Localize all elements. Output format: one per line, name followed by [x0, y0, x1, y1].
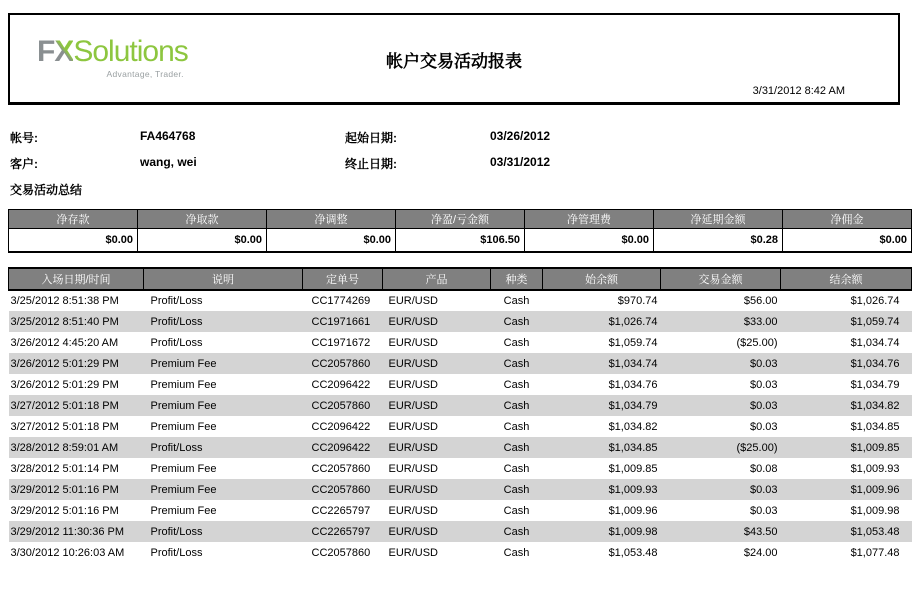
- transaction-row: [9, 500, 912, 521]
- transaction-cell: EUR/USD: [383, 479, 491, 500]
- transaction-cell: $43.50: [661, 521, 781, 542]
- transaction-cell: $1,034.82: [781, 395, 912, 416]
- transaction-cell: EUR/USD: [388, 546, 439, 559]
- transaction-row: [9, 437, 912, 458]
- transaction-cell: Premium Fee: [144, 395, 303, 416]
- transaction-cell: ($25.00): [736, 336, 778, 349]
- transactions-header-cell: 交易金额: [661, 268, 781, 290]
- transactions-header-cell: 始余额: [543, 268, 661, 290]
- transactions-header-cell: 结余额: [781, 268, 912, 290]
- transaction-cell: 3/30/2012 10:26:03 AM: [10, 546, 125, 559]
- transactions-header-cell: 入场日期/时间: [9, 268, 144, 290]
- customer-label: 客户:: [10, 157, 38, 171]
- transaction-cell: EUR/USD: [388, 420, 439, 433]
- transaction-cell: Cash: [503, 378, 530, 391]
- transaction-cell: 3/29/2012 5:01:16 PM: [9, 479, 144, 500]
- transactions-header-cell: 产品: [383, 268, 491, 290]
- transaction-cell: $1,034.85: [543, 437, 661, 458]
- transaction-cell: 3/27/2012 5:01:18 PM: [9, 395, 144, 416]
- transaction-cell: 3/28/2012 5:01:14 PM: [10, 462, 119, 475]
- transaction-cell: EUR/USD: [383, 521, 491, 542]
- transactions-header-cell: 种类: [491, 268, 543, 290]
- customer-info-row: [0, 155, 919, 169]
- transaction-cell: Cash: [491, 479, 543, 500]
- account-number-label: 帐号:: [10, 131, 38, 145]
- summary-header-cell: 净取款: [138, 210, 267, 229]
- transaction-cell: $1,034.76: [608, 378, 658, 391]
- transaction-cell: $1,009.96: [608, 504, 658, 517]
- transaction-cell: 3/26/2012 5:01:29 PM: [9, 353, 144, 374]
- summary-table: [8, 209, 912, 253]
- transaction-cell: Profit/Loss: [150, 295, 203, 307]
- transaction-cell: CC2096422: [311, 378, 371, 391]
- transaction-cell: $1,034.76: [781, 353, 912, 374]
- transaction-cell: 3/28/2012 8:59:01 AM: [9, 437, 144, 458]
- transaction-cell: EUR/USD: [388, 336, 439, 349]
- summary-value-cell: $0.28: [654, 229, 783, 252]
- transaction-cell: Premium Fee: [150, 378, 217, 391]
- transaction-row: [9, 542, 912, 563]
- transaction-cell: $0.03: [661, 395, 781, 416]
- transaction-cell: CC2096422: [311, 420, 371, 433]
- summary-value-cell: $0.00: [9, 229, 138, 252]
- transaction-cell: $24.00: [743, 546, 778, 559]
- transaction-cell: $0.03: [661, 353, 781, 374]
- transaction-cell: $0.03: [749, 378, 778, 391]
- transaction-cell: $1,009.85: [608, 462, 658, 475]
- summary-value-cell: $0.00: [138, 229, 267, 252]
- summary-header-cell: 净盈/亏金额: [396, 210, 525, 229]
- transaction-cell: EUR/USD: [383, 437, 491, 458]
- transaction-cell: CC2057860: [311, 462, 371, 475]
- transaction-row: [9, 479, 912, 500]
- transactions-table: [8, 267, 912, 563]
- transaction-cell: EUR/USD: [388, 295, 439, 307]
- transaction-cell: $56.00: [743, 295, 778, 307]
- summary-header-cell: 净延期金额: [654, 210, 783, 229]
- transaction-cell: $1,077.48: [850, 546, 900, 559]
- transaction-cell: $1,034.74: [543, 353, 661, 374]
- transaction-cell: Premium Fee: [150, 420, 217, 433]
- logo-solutions-text: Solutions: [73, 35, 188, 68]
- transaction-cell: $1,026.74: [543, 311, 661, 332]
- transaction-cell: Cash: [491, 437, 543, 458]
- transaction-cell: $1,059.74: [608, 336, 658, 349]
- transaction-cell: CC1971661: [303, 311, 383, 332]
- transaction-cell: $1,009.96: [781, 479, 912, 500]
- transaction-row: [9, 416, 912, 437]
- transaction-cell: Cash: [503, 546, 530, 559]
- transaction-cell: $1,034.79: [543, 395, 661, 416]
- summary-value-cell: $0.00: [525, 229, 654, 252]
- transaction-cell: EUR/USD: [388, 504, 439, 517]
- transaction-cell: CC2057860: [303, 353, 383, 374]
- transaction-cell: CC2057860: [311, 546, 371, 559]
- transaction-cell: Premium Fee: [144, 479, 303, 500]
- transaction-cell: Profit/Loss: [150, 336, 203, 349]
- transaction-cell: $1,009.98: [543, 521, 661, 542]
- summary-header-cell: 净管理费: [525, 210, 654, 229]
- transaction-cell: $1,059.74: [781, 311, 912, 332]
- transaction-cell: $33.00: [661, 311, 781, 332]
- transaction-cell: Profit/Loss: [144, 311, 303, 332]
- end-date-value: 03/31/2012: [490, 155, 551, 169]
- transaction-cell: EUR/USD: [383, 353, 491, 374]
- end-date-label: 终止日期:: [345, 157, 397, 171]
- transaction-cell: Premium Fee: [144, 353, 303, 374]
- summary-header-cell: 净存款: [9, 210, 138, 229]
- transactions-header-cell: 说明: [144, 268, 303, 290]
- transaction-cell: 3/29/2012 5:01:16 PM: [10, 504, 119, 517]
- summary-header-cell: 净佣金: [783, 210, 912, 229]
- transaction-cell: $1,009.98: [850, 504, 900, 517]
- transaction-cell: Cash: [503, 295, 530, 307]
- transaction-cell: Cash: [503, 336, 530, 349]
- transaction-cell: $0.03: [749, 504, 778, 517]
- customer-value: wang, wei: [140, 155, 197, 169]
- transaction-cell: ($25.00): [661, 437, 781, 458]
- summary-value-cell: $106.50: [396, 229, 525, 252]
- transaction-cell: Cash: [491, 395, 543, 416]
- transaction-cell: Cash: [503, 504, 530, 517]
- summary-value-cell: $0.00: [783, 229, 912, 252]
- start-date-label: 起始日期:: [345, 131, 397, 145]
- transaction-cell: Profit/Loss: [144, 521, 303, 542]
- account-info-row: [0, 129, 919, 143]
- transaction-cell: $1,034.74: [850, 336, 900, 349]
- transaction-cell: CC1971672: [311, 336, 371, 349]
- logo-f-letter: F: [37, 35, 55, 68]
- transaction-row: [9, 353, 912, 374]
- transaction-cell: $1,009.85: [781, 437, 912, 458]
- transaction-cell: CC2057860: [303, 479, 383, 500]
- transaction-row: [9, 395, 912, 416]
- transaction-cell: Cash: [491, 521, 543, 542]
- transaction-cell: Cash: [503, 420, 530, 433]
- transaction-cell: CC2265797: [303, 521, 383, 542]
- transaction-cell: $1,034.82: [608, 420, 658, 433]
- summary-header-row: [9, 210, 912, 229]
- report-header-box: [8, 13, 900, 105]
- transaction-cell: $1,009.93: [543, 479, 661, 500]
- transaction-row: [9, 332, 912, 353]
- summary-header-cell: 净调整: [267, 210, 396, 229]
- transaction-cell: $1,034.79: [850, 378, 900, 391]
- transaction-cell: CC1774269: [311, 295, 371, 307]
- transactions-header-row: [9, 268, 912, 290]
- transaction-cell: Premium Fee: [150, 504, 217, 517]
- transaction-cell: EUR/USD: [383, 395, 491, 416]
- transaction-cell: Profit/Loss: [144, 437, 303, 458]
- transaction-cell: EUR/USD: [388, 378, 439, 391]
- transaction-cell: Cash: [491, 311, 543, 332]
- transaction-cell: Profit/Loss: [150, 546, 203, 559]
- logo-x-letter: X: [54, 35, 74, 68]
- transaction-cell: 3/25/2012 8:51:40 PM: [9, 311, 144, 332]
- transaction-cell: CC2096422: [303, 437, 383, 458]
- transaction-cell: 3/26/2012 5:01:29 PM: [10, 378, 119, 391]
- transaction-cell: 3/27/2012 5:01:18 PM: [10, 420, 119, 433]
- transaction-cell: EUR/USD: [383, 311, 491, 332]
- transaction-cell: 3/25/2012 8:51:38 PM: [10, 295, 119, 307]
- transaction-cell: $0.03: [661, 479, 781, 500]
- transactions-header-cell: 定单号: [303, 268, 383, 290]
- transaction-row: [9, 311, 912, 332]
- transactions-body: [9, 290, 912, 563]
- report-title: 帐户交易活动报表: [386, 52, 522, 71]
- logo-tagline: Advantage, Trader.: [106, 69, 184, 79]
- transaction-cell: $970.74: [617, 295, 658, 307]
- transaction-row: [9, 290, 912, 311]
- transaction-cell: $1,026.74: [850, 295, 900, 307]
- transaction-cell: $0.08: [749, 462, 778, 475]
- summary-section-title: 交易活动总结: [10, 183, 83, 197]
- summary-value-row: [9, 229, 912, 252]
- transaction-cell: CC2265797: [311, 504, 371, 517]
- transaction-cell: $1,053.48: [608, 546, 658, 559]
- summary-value-cell: $0.00: [267, 229, 396, 252]
- transaction-row: [9, 458, 912, 479]
- transaction-cell: Cash: [503, 462, 530, 475]
- start-date-value: 03/26/2012: [490, 129, 551, 143]
- transaction-cell: 3/29/2012 11:30:36 PM: [9, 521, 144, 542]
- transaction-cell: $1,009.93: [850, 462, 900, 475]
- transaction-cell: Premium Fee: [150, 462, 217, 475]
- account-number-value: FA464768: [140, 129, 196, 143]
- transaction-cell: Cash: [491, 353, 543, 374]
- transaction-cell: EUR/USD: [388, 462, 439, 475]
- transaction-cell: CC2057860: [303, 395, 383, 416]
- transaction-row: [9, 374, 912, 395]
- transaction-cell: $0.03: [749, 420, 778, 433]
- transaction-cell: 3/26/2012 4:45:20 AM: [10, 336, 119, 349]
- report-generated-datetime: 3/31/2012 8:42 AM: [752, 85, 845, 97]
- transaction-cell: $1,053.48: [781, 521, 912, 542]
- transaction-row: [9, 521, 912, 542]
- transaction-cell: $1,034.85: [850, 420, 900, 433]
